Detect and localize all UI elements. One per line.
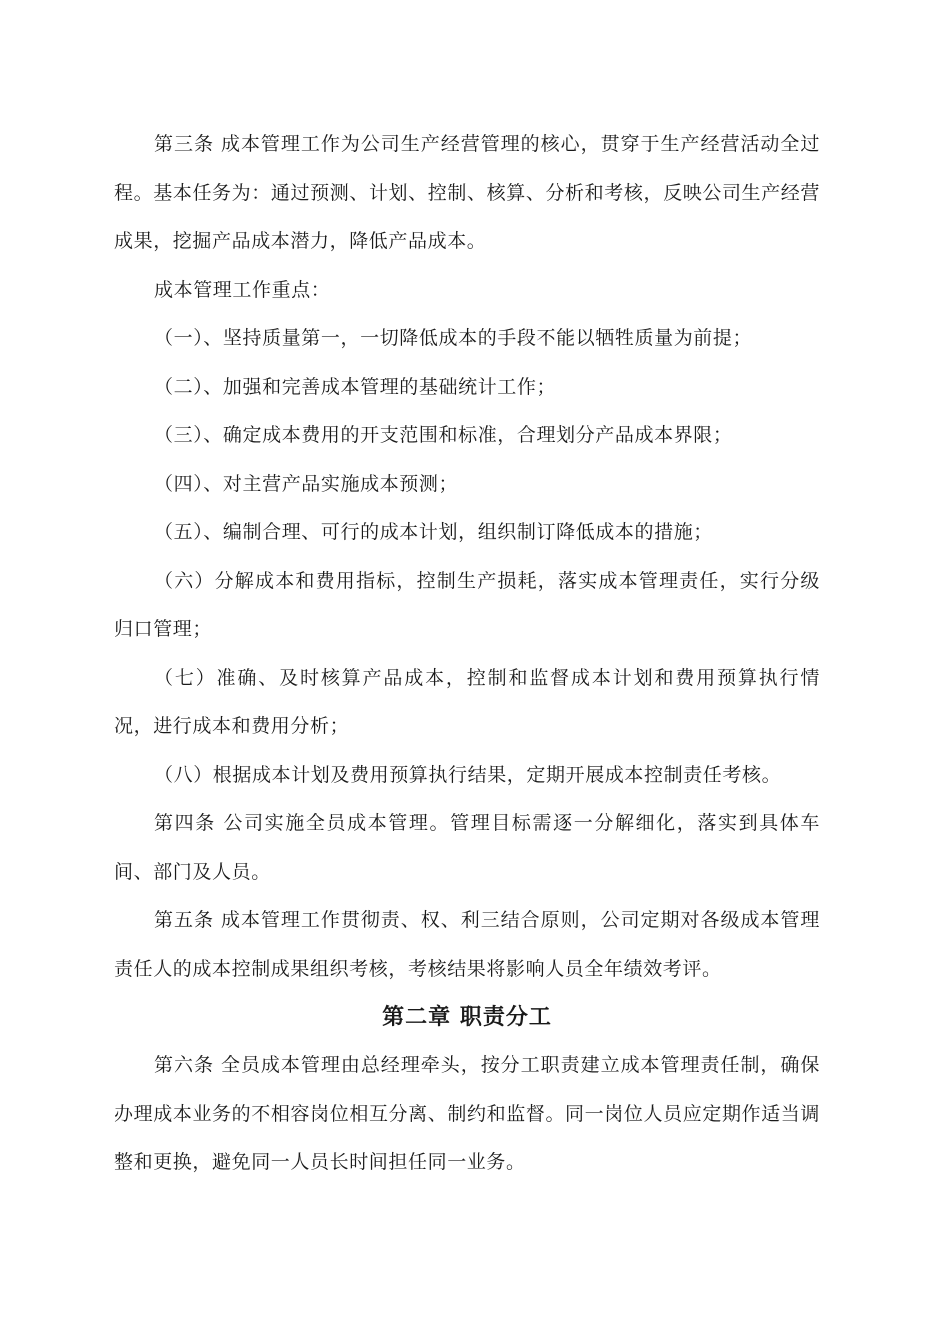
article-6-paragraph: 第六条 全员成本管理由总经理牵头，按分工职责建立成本管理责任制，确保办理成本业务的不相容岗位相互分离、制约和监督。同一岗位人员应定期作适当调整和更换，避免同一人员长时间担任同一业务。 [114,1054,820,1173]
key-point-6: （六）分解成本和费用指标，控制生产损耗，落实成本管理责任，实行分级归口管理； [114,569,820,640]
key-point-2: （二）、加强和完善成本管理的基础统计工作； [154,375,557,398]
chapter-heading: 第二章 职责分工 [382,1004,552,1030]
key-points-intro: 成本管理工作重点： [154,278,331,301]
document-page [114,120,820,1187]
key-point-1: （一）、坚持质量第一，一切降低成本的手段不能以牺牲质量为前提； [154,327,753,349]
article-5-paragraph: 第五条 成本管理工作贯彻责、权、利三结合原则，公司定期对各级成本管理责任人的成本控制成果组织考核，考核结果将影响人员全年绩效考评。 [114,909,820,980]
key-point-3: （三）、确定成本费用的开支范围和标准，合理划分产品成本界限； [154,424,733,446]
key-point-5: （五）、编制合理、可行的成本计划，组织制订降低成本的措施； [154,521,713,543]
key-point-8: （八）根据成本计划及费用预算执行结果，定期开展成本控制责任考核。 [154,763,782,786]
key-point-4: （四）、对主营产品实施成本预测； [154,472,459,495]
article-4-paragraph: 第四条 公司实施全员成本管理。管理目标需逐一分解细化，落实到具体车间、部门及人员。 [114,812,820,883]
key-point-7: （七）准确、及时核算产品成本，控制和监督成本计划和费用预算执行情况，进行成本和费用分析； [114,666,820,737]
article-3-paragraph: 第三条 成本管理工作为公司生产经营管理的核心，贯穿于生产经营活动全过程。基本任务为：通过预测、计划、控制、核算、分析和考核，反映公司生产经营成果，挖掘产品成本潜力，降低产品成本。 [114,133,820,252]
